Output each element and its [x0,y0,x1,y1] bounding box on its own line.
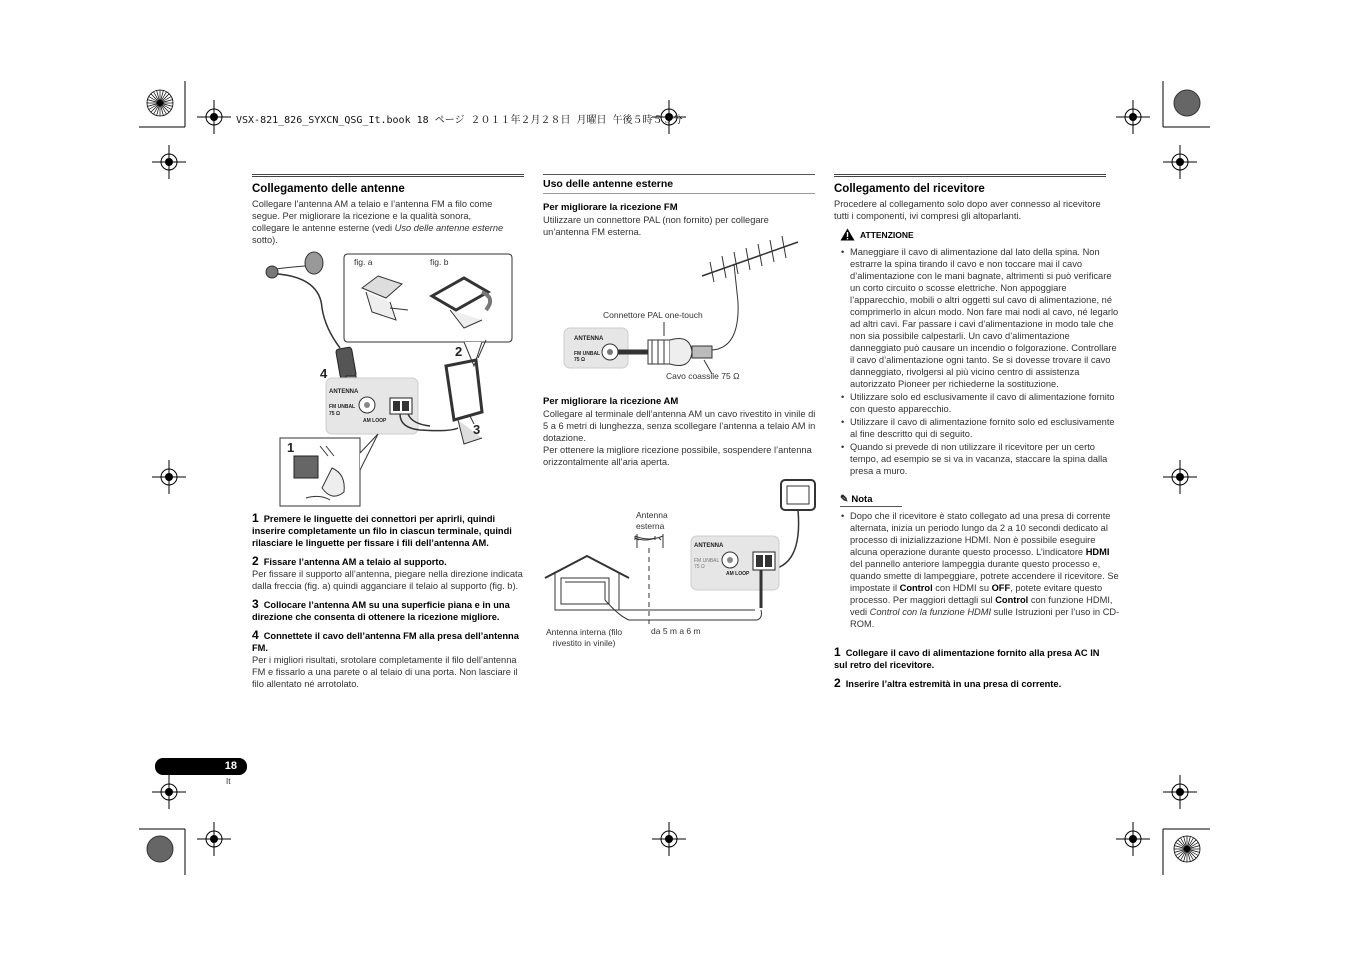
panel-ohm-label: 75 Ω [329,411,340,417]
am-panel-antenna: ANTENNA [694,543,724,549]
internal-antenna-label: Antenna interna (filo rivestito in vinile) [546,627,623,648]
callout-4: 4 [320,366,328,381]
step-2-desc: Per fissare il supporto all’antenna, piegare nella direzione indicata dalla freccia (fig. a) quindi agganciare il telaio al supporto (fig. b). [252,569,523,591]
pal-connector-label: Connettore PAL one-touch [603,310,703,320]
file-info-header: VSX-821_826_SYXCN_QSG_It.book 18 ページ ２０１１年２月２８日 月曜日 午後５時５３分 [236,115,683,126]
am-external-antenna-illustration [543,478,823,638]
am-panel-ohm: 75 Ω [694,564,705,570]
distance-label: da 5 m a 6 m [651,626,701,636]
am-text: Collegare al terminale dell’antenna AM un cavo rivestito in vinile di 5 a 6 metri di lunghezza, senza scollegare l’antenna a telaio AM in dotazione. Per ottenere la migliore ricezione possibile, sospendere l’antenna orizzontalmente all’aria aperta. [543,409,816,467]
fig-b-label: fig. b [430,257,449,267]
caution-list [836,246,1122,478]
panel-fm-label: FM UNBAL [329,404,356,410]
antenne-steps [252,512,527,690]
section-title-antenne: Collegamento delle antenne [252,174,524,195]
fm-panel-fm: FM UNBAL [574,351,601,357]
panel-antenna-label: ANTENNA [329,389,359,395]
callout-3: 3 [473,422,481,437]
pencil-icon: ✎ [840,494,849,505]
page-number: 18 [155,758,247,775]
note-item: • Dopo che il ricevitore è stato collegato ad una presa di corrente alternata, inizia un periodo lungo da 2 a 10 secondi dedicato al processo di inizializzazione HDMI. Non è possibile eseguire alcuna operazione durante questo processo. L’indicatore HDMI del pannello anteriore lampeggia durante questo processo e, quando smette di lampeggiare, potrete accendere il ricevitore. Se impostate il Control con HDMI su OFF, potete evitare questo processo. Per maggiori dettagli sul Control con funzione HDMI, vedi Control con la funzione HDMI sulle Istruzioni per l’uso in CD-ROM. [850,510,1122,630]
step-4: 4 Connettete il cavo dell’antenna FM alla presa dell’antenna FM. [252,628,519,653]
antenne-intro: Collegare l’antenna AM a telaio e l’antenna FM a filo come segue. Per migliorare la ricezione e la qualità sonora, collegare le antenne esterne (vedi Uso delle antenne esterne sotto). [252,199,504,245]
note-list [836,510,1122,631]
am-panel-fm: FM UNBAL [694,558,720,564]
fm-panel-antenna: ANTENNA [574,336,604,342]
step-1: 1 Premere le linguette dei connettori per aprirli, quindi inserire completamente un filo in ciascun terminale, quindi rilasciare le linguette per fissare i fili dell’antenna AM. [252,511,512,548]
external-antenna-label: Antenna esterna [636,510,668,531]
language-code: It [226,777,231,786]
callout-2: 2 [455,344,463,359]
caution-heading: ATTENZIONE [840,228,914,241]
fm-text: Utilizzare un connettore PAL (non fornito) per collegare un’antenna FM esterna. [543,215,769,237]
fm-panel-ohm: 75 Ω [574,357,585,363]
ricevitore-steps [834,646,1109,690]
callout-1: 1 [287,440,295,455]
step-4-desc: Per i migliori risultati, srotolare completamente il filo dell’antenna FM e fissarlo a una parete o al telaio di una porta. Non lasciare il filo allentato né arrotolato. [252,655,518,689]
caution-item: • Utilizzare solo ed esclusivamente il cavo di alimentazione fornito con questo apparecchio. [850,391,1122,415]
coax-cable-label: Cavo coassile 75 Ω [666,371,740,381]
antenna-connection-illustration [250,248,530,508]
caution-item: • Utilizzare il cavo di alimentazione fornito solo ed esclusivamente al fine descritto qui di seguito. [850,416,1122,440]
step-2: 2 Fissare l’antenna AM a telaio al supporto. [252,554,447,568]
receiver-step-2: 2 Inserire l’altra estremità in una presa di corrente. [834,676,1062,690]
panel-am-label: AM LOOP [363,418,387,424]
caution-item: • Maneggiare il cavo di alimentazione dal lato della spina. Non estrarre la spina tirando il cavo e non toccare mai il cavo d’alimentazione con le mani bagnate, altrimenti si può verificare un corto circuito o scosse elettriche. Non appoggiare l’apparecchio, mobili o altri oggetti sul cavo di alimentazione, né comprimerlo in alcun modo. Non fare mai nodi al cavo, né legarlo ad altri cavi. Far passare i cavi d’alimentazione in modo tale che non sia possibile calpestarli. Un cavo d’alimentazione danneggiato può causare un incendio o folgorazione. Controllare il cavo d’alimentazione ogni tanto. Se si dovesse trovare il cavo danneggiato, rivolgersi al più vicino centro di assistenza autorizzato Pioneer per richiederne la sostituzione. [850,246,1122,390]
fm-subtitle: Per migliorare la ricezione FM [543,202,678,213]
section-title-esterne: Uso delle antenne esterne [543,178,674,190]
ricevitore-intro: Procedere al collegamento solo dopo aver connesso al ricevitore tutti i componenti, ivi compresi gli altoparlanti. [834,199,1101,221]
grey-target-mark [1174,90,1200,116]
receiver-step-1: 1 Collegare il cavo di alimentazione fornito alla presa AC IN sul retro del ricevitore. [834,645,1100,670]
grey-target-mark [147,836,173,862]
am-panel-am: AM LOOP [726,571,750,577]
note-heading: ✎ Nota [840,494,902,507]
am-subtitle: Per migliorare la ricezione AM [543,396,679,407]
section-title-ricevitore: Collegamento del ricevitore [834,174,1106,195]
caution-item: • Quando si prevede di non utilizzare il ricevitore per un certo tempo, ad esempio se si va in vacanza, staccare la spina dalla presa a muro. [850,441,1122,477]
fig-a-label: fig. a [354,257,373,267]
step-3: 3 Collocare l’antenna AM su una superficie piana e in una direzione che consenta di ottenere la ricezione migliore. [252,597,510,622]
warning-icon [840,228,855,241]
